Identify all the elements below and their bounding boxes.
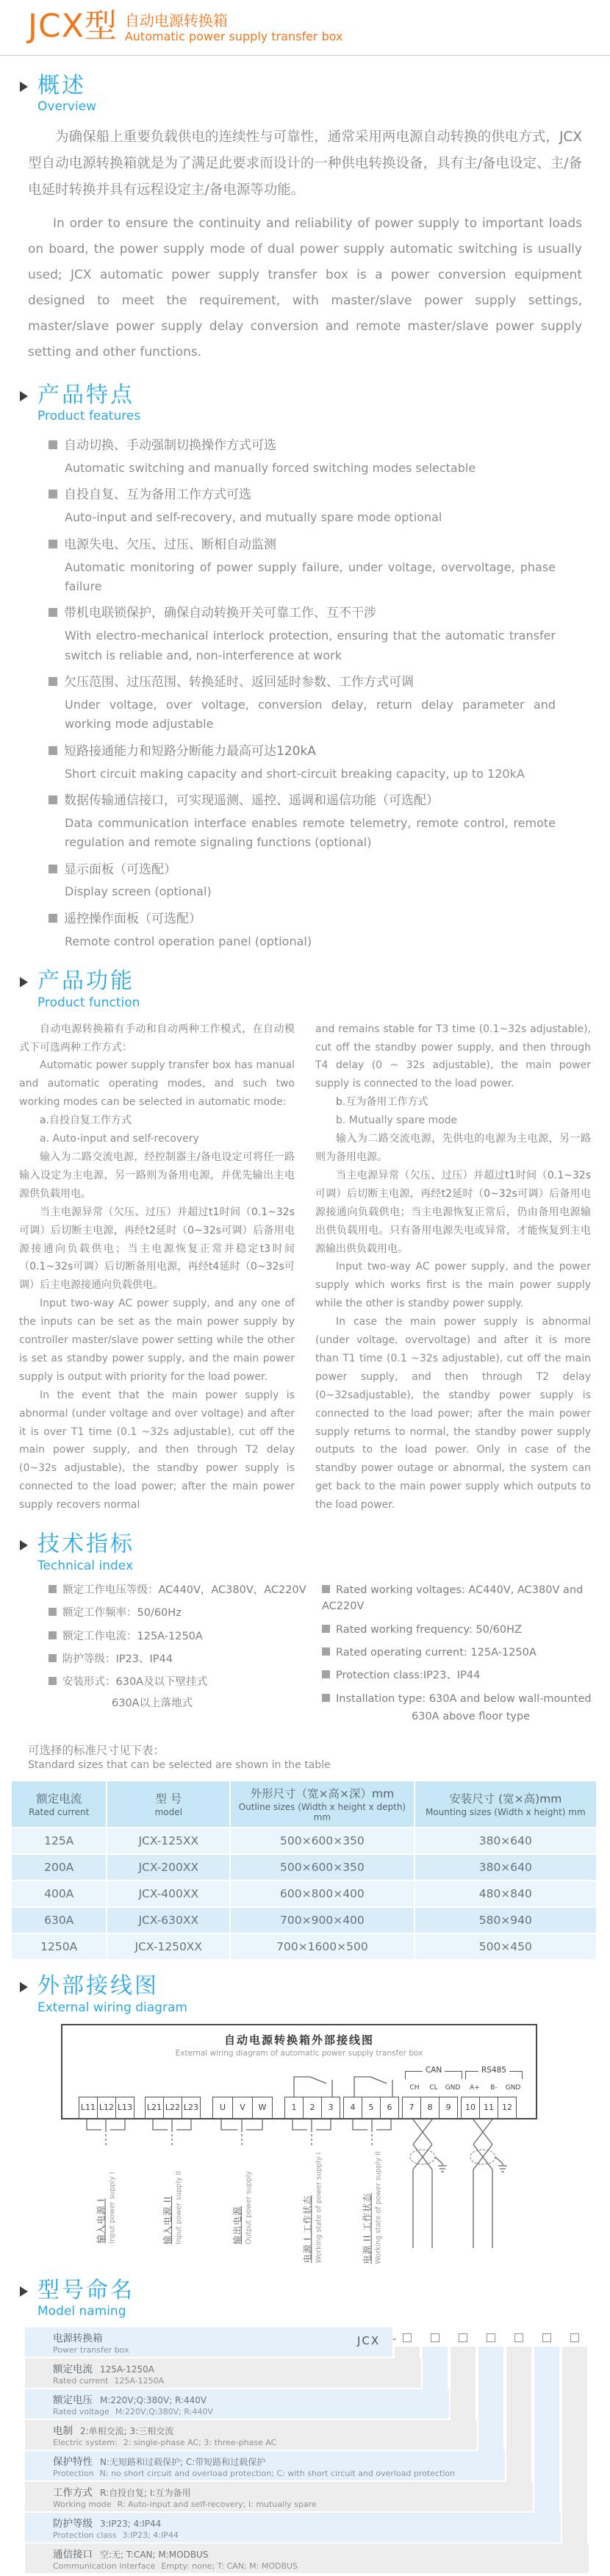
twisted-pair-can: [401, 2119, 449, 2248]
naming-cn-desc: 3:IP23; 4:IP44: [100, 2519, 162, 2530]
square-bullet-icon: [49, 914, 57, 923]
square-bullet-icon: [49, 1631, 57, 1639]
naming-cn-desc: 空:无; T:CAN; M:MODBUS: [100, 2550, 209, 2561]
feature-cn: 数据传输通信接口，可实现遥测、遥控、遥调和遥信功能（可选配）: [64, 793, 439, 808]
wiring-diagram: [61, 2024, 537, 2272]
product-model-title: JCX型: [28, 7, 118, 45]
technical-item: [322, 1667, 609, 1684]
square-bullet-icon: [49, 440, 57, 449]
terminal-11: 11: [479, 2097, 498, 2119]
function-columns: [19, 1020, 591, 1514]
square-bullet-icon: [49, 795, 57, 804]
overview-heading-en: Overview: [37, 99, 97, 115]
naming-row-electric-system: [25, 2420, 477, 2450]
technical-text: Installation type: 630A and below wall-mounted: [336, 1692, 592, 1705]
pin-label-a-plus: A+: [470, 2083, 480, 2092]
technical-item: [49, 1628, 313, 1645]
feature-item: [49, 484, 581, 527]
section-sizes: [0, 1742, 610, 1961]
cell-outline-size: 700×1600×500: [231, 1934, 413, 1959]
table-row: [12, 1828, 596, 1853]
cell-outline-size: 500×600×350: [231, 1828, 413, 1853]
wire-label-cn: 输入电源 II: [162, 2195, 173, 2244]
wiring-diagram-title-cn: 自动电源转换箱外部接线图: [223, 2033, 374, 2047]
section-wiring: [0, 1974, 610, 2272]
section-function: [0, 969, 610, 1514]
naming-en-desc: 3:IP23; 4:IP44: [122, 2530, 179, 2541]
can-bus-label: CAN: [423, 2066, 445, 2075]
function-subitem: a. Auto-input and self-recovery: [40, 1133, 199, 1145]
cell-mounting-size: 580×940: [415, 1908, 596, 1933]
header-en: model: [154, 1807, 182, 1818]
cell-model: JCX-125XX: [107, 1828, 229, 1853]
model-prefix: JCX: [357, 2334, 381, 2348]
technical-item: [49, 1582, 313, 1598]
technical-item: [322, 1622, 609, 1638]
col-header-rated-current: [12, 1781, 106, 1827]
feature-en: Display screen (optional): [65, 884, 212, 899]
features-heading: [20, 383, 610, 424]
naming-strip: [423, 2347, 448, 2389]
technical-text: Rated operating current: 125A-1250A: [336, 1647, 537, 1659]
naming-row-rated-current: [25, 2358, 421, 2388]
wire-label-output: [201, 2144, 282, 2271]
terminal-group-numbered: [284, 2097, 517, 2119]
drop-connector: [282, 2119, 341, 2146]
pin-label-cl: CL: [429, 2083, 438, 2092]
function-heading-cn: 产品功能: [37, 968, 134, 995]
square-bullet-icon: [49, 677, 57, 686]
naming-strip: [478, 2347, 503, 2451]
cell-outline-size: 700×900×400: [231, 1908, 413, 1933]
features-heading-cn: 产品特点: [37, 382, 134, 408]
square-bullet-icon: [49, 540, 57, 548]
pin-label-ch: CH: [409, 2083, 420, 2092]
feature-en: Data communication interface enables remote telemetry, remote control, remote regulation and remote signaling functions (optional): [65, 815, 556, 850]
function-paragraph: Input two-way AC power supply, and the power supply which works first is the main power supply while the other is standby power supply.: [315, 1261, 591, 1310]
naming-en: Working mode: [53, 2500, 112, 2510]
contact-switch-icon: [287, 2068, 338, 2099]
naming-en: Rated voltage: [53, 2407, 110, 2417]
terminal-v: V: [232, 2097, 253, 2119]
overview-paragraph-en: In order to ensure the continuity and reliability of power supply to important loads on board, the power supply mode of dual power supply automatic switching is usually used; JCX automatic power supply transfer box is a power conversion equipment designed to meet the requirement, with master/slave power supply settings, master/slave power supply delay conversion and remote master/slave power supply setting and other functions.: [28, 216, 582, 359]
naming-heading-en: Model naming: [37, 2304, 126, 2319]
naming-cn: 额定电流: [53, 2364, 93, 2376]
function-paragraph: and remains stable for T3 time (0.1~32s adjustable), cut off the standby power supply, and then through T4 delay (0 ~ 32s adjustable), the main power supply is connected to the load power.: [315, 1023, 591, 1090]
naming-en-desc: 125A-1250A: [114, 2376, 165, 2386]
col-header-outline-sizes: [231, 1781, 413, 1827]
header-cn: 型 号: [155, 1792, 182, 1806]
cell-model: JCX-200XX: [107, 1855, 229, 1880]
technical-text-line2: 630A以上落地式: [112, 1697, 193, 1709]
naming-row-working-mode: [25, 2482, 533, 2511]
terminal-l11: L11: [79, 2097, 98, 2119]
model-digit-box: [570, 2333, 579, 2342]
product-title-cn: 自动电源转换箱: [124, 12, 228, 29]
square-bullet-icon: [49, 490, 57, 498]
section-marker-icon: [20, 2286, 28, 2297]
terminal-6: 6: [380, 2097, 399, 2119]
naming-strip: [534, 2347, 559, 2513]
wire-label-cn: 电源 II 工作状态: [362, 2192, 373, 2264]
rs485-bus-bracket: [465, 2065, 523, 2079]
function-heading: [20, 969, 610, 1010]
header-divider: [0, 55, 610, 56]
terminal-l23: L23: [182, 2097, 201, 2119]
square-bullet-icon: [322, 1625, 330, 1633]
function-paragraph: In case the main power supply is abnormal (under voltage, overvoltage) and after it is more than T1 time (0.1 ~32s adjustable), cut off the main power supply, and then through T2 delay (0~32sadjustable), the standby power supply is connected to the load power; after the main power supply returns to normal, the standby power supply outputs to the load power. Only in case of the standby power outage or abnormal, the system can get back to the main power supply which outputs to the load power.: [315, 1316, 591, 1511]
wiring-heading-en: External wiring diagram: [37, 2000, 187, 2015]
terminal-group-input2: [145, 2097, 201, 2119]
technical-text-line2: 630A above floor type: [412, 1711, 531, 1723]
naming-cn: 电制: [53, 2425, 73, 2438]
wire-label-cn: 输入电源 I: [96, 2198, 107, 2244]
function-paragraph: 输入为二路交流电源，先供电的电源为主电源，另一路则为备用电源。: [315, 1133, 591, 1163]
wiring-diagram-frame: [61, 2024, 537, 2119]
function-subitem: b. Mutually spare mode: [336, 1115, 458, 1127]
wire-label-input2: [132, 2144, 212, 2271]
square-bullet-icon: [322, 1585, 330, 1593]
feature-item: [49, 534, 581, 597]
terminal-2: 2: [303, 2097, 322, 2119]
wire-label-cn: 输出电源: [232, 2205, 243, 2244]
cell-rated-current: 400A: [12, 1881, 106, 1906]
cell-mounting-size: 500×450: [415, 1934, 596, 1959]
feature-cn: 电源失电、欠压、过压、断相自动监测: [64, 537, 276, 552]
feature-item: [49, 603, 581, 665]
cell-model: JCX-1250XX: [107, 1934, 229, 1959]
function-paragraph: In the event that the main power supply is abnormal (under voltage and over voltage) and after it is over T1 time (0.1 ~32s adjustable), cut off the main power supply, and then through T2 delay (0~32s adjustable), the standby power supply is connected to the load power; after the main power supply recovers normal: [19, 1389, 295, 1511]
function-heading-en: Product function: [37, 995, 140, 1010]
naming-en-desc: Empty: none; T: CAN; M: MODBUS: [161, 2561, 298, 2572]
page-header: [0, 0, 610, 45]
square-bullet-icon: [49, 1585, 57, 1593]
terminal-4: 4: [343, 2097, 362, 2119]
header-cn: 额定电流: [36, 1792, 82, 1806]
model-naming-diagram: [25, 2328, 600, 2576]
terminal-7: 7: [402, 2097, 421, 2119]
square-bullet-icon: [322, 1647, 330, 1656]
naming-cn: 保护特性: [53, 2456, 93, 2469]
feature-item: [49, 909, 581, 951]
feature-cn: 欠压范围、过压范围、转换延时、返回延时参数、工作方式可调: [64, 674, 414, 690]
overview-heading-cn: 概述: [37, 72, 86, 99]
naming-en: Protection class: [53, 2530, 117, 2541]
drop-connector: [212, 2119, 271, 2146]
ground-lead: [435, 2157, 442, 2166]
naming-cn: 通信接口: [53, 2549, 93, 2561]
naming-en-desc: R: Auto-input and self-recovery; I: mutually spare: [117, 2500, 317, 2510]
feature-item: [49, 741, 581, 784]
section-marker-icon: [20, 977, 28, 987]
product-title-block: [125, 12, 343, 45]
naming-cn: 防护等级: [53, 2518, 93, 2530]
naming-en: Communication interface: [53, 2561, 156, 2572]
function-subitem: b.互为备用工作方式: [336, 1096, 428, 1109]
pin-label-gnd: GND: [505, 2083, 521, 2092]
feature-en: Remote control operation panel (optional): [65, 934, 312, 948]
features-list: [49, 435, 581, 951]
square-bullet-icon: [322, 1694, 330, 1702]
function-column-left: [19, 1020, 295, 1514]
technical-item: [322, 1582, 609, 1615]
feature-en: Automatic switching and manually forced switching modes selectable: [65, 460, 476, 475]
technical-text: 安装形式：630A及以下壁挂式: [62, 1676, 208, 1689]
wire-label-cn: 电源 I 工作状态: [302, 2195, 312, 2264]
cell-rated-current: 1250A: [12, 1934, 106, 1959]
technical-heading-cn: 技术指标: [37, 1531, 134, 1558]
technical-text: 额定工作电流：125A-1250A: [62, 1630, 203, 1642]
feature-cn: 短路接通能力和短路分断能力最高可达120kA: [64, 743, 316, 759]
cell-model: JCX-630XX: [107, 1908, 229, 1933]
terminal-group-output: [212, 2097, 273, 2119]
twisted-pair-rs485: [461, 2119, 509, 2248]
technical-item: [49, 1651, 313, 1667]
technical-heading: [20, 1532, 610, 1573]
naming-strip: [506, 2347, 531, 2482]
technical-text: Rated working voltages: AC440V, AC380V and AC220V: [322, 1584, 584, 1613]
technical-columns: [49, 1582, 610, 1723]
terminal-w: W: [252, 2097, 273, 2119]
wire-label-en: Output power supply: [244, 2171, 253, 2244]
section-overview: [0, 74, 610, 365]
wire-label-en: Working state of power supply I: [315, 2152, 323, 2264]
cell-rated-current: 200A: [12, 1855, 106, 1880]
wire-label-en: Input power supply I: [109, 2172, 117, 2244]
terminal-u: U: [212, 2097, 233, 2119]
naming-cn-desc: N:无短路和过载保护; C:带短路和过载保护: [100, 2457, 266, 2468]
technical-text: 额定工作频率：50/60Hz: [62, 1607, 182, 1620]
model-digit-box: [403, 2333, 412, 2342]
square-bullet-icon: [49, 746, 57, 755]
header-en: Rated current: [29, 1807, 90, 1818]
terminal-9: 9: [439, 2097, 458, 2119]
cell-mounting-size: 380×640: [415, 1828, 596, 1853]
naming-cn-desc: 2:单相交流; 3:三相交流: [80, 2426, 174, 2437]
header-cn: 安装尺寸 (宽×高)mm: [449, 1792, 562, 1806]
model-digit-box: [431, 2333, 439, 2342]
section-marker-icon: [20, 1982, 28, 1992]
cell-rated-current: 630A: [12, 1908, 106, 1933]
terminal-l22: L22: [163, 2097, 182, 2119]
naming-en: Protection: [53, 2469, 94, 2479]
technical-item: [49, 1605, 313, 1621]
naming-cn-desc: R:自投自复; I:互为备用: [100, 2488, 191, 2499]
terminal-l13: L13: [115, 2097, 134, 2119]
terminal-10: 10: [461, 2097, 480, 2119]
technical-column-right: [322, 1582, 609, 1723]
header-en: Outline sizes (Width x height x depth) mm: [238, 1802, 406, 1823]
overview-paragraph-cn: 为确保船上重要负载供电的连续性与可靠性，通常采用两电源自动转换的供电方式，JCX型自动电源转换箱就是为了满足此要求而设计的一种供电转换设备，具有主/备电设定、主/备电延时转换并具有远程设定主/备电源等功能。: [28, 129, 582, 198]
model-digit-box: [514, 2333, 523, 2342]
sizes-intro-cn: 可选择的标准尺寸见下表：: [28, 1744, 165, 1758]
function-subitem: a.自投自复工作方式: [40, 1115, 132, 1127]
ground-icon: [498, 2166, 507, 2172]
product-title-en: Automatic power supply transfer box: [124, 29, 343, 43]
header-cn: 外形尺寸（宽×高×深）mm: [250, 1787, 395, 1801]
naming-row-rated-voltage: [25, 2389, 449, 2419]
section-features: [0, 383, 610, 952]
terminal-5: 5: [362, 2097, 381, 2119]
feature-item: [49, 790, 581, 853]
terminal-l12: L12: [97, 2097, 116, 2119]
function-column-right: [315, 1020, 591, 1514]
rs485-bus-label: RS485: [478, 2066, 509, 2075]
sizes-intro-en: Standard sizes that can be selected are shown in the table: [28, 1759, 331, 1772]
wire-label-en: Working state of power supply II: [375, 2151, 384, 2264]
section-marker-icon: [20, 391, 28, 401]
terminal-8: 8: [420, 2097, 439, 2119]
table-row: [12, 1934, 596, 1959]
technical-text: Protection class:IP23、IP44: [336, 1670, 481, 1682]
naming-cn: 额定电压: [53, 2394, 93, 2407]
wiring-diagram-title-en: External wiring diagram of automatic power supply transfer box: [175, 2048, 423, 2058]
square-bullet-icon: [49, 865, 57, 873]
pin-label-b-minus: B-: [490, 2083, 498, 2092]
feature-cn: 自投自复、互为备用工作方式可选: [64, 487, 251, 503]
naming-strip: [562, 2347, 587, 2544]
naming-heading: [20, 2278, 610, 2319]
naming-en-desc: 2: single-phase AC; 3: three-phase AC: [123, 2438, 277, 2448]
feature-cn: 自动切换、手动强制切换操作方式可选: [64, 438, 276, 454]
naming-en: Power transfer box: [53, 2345, 129, 2355]
contact-switch-icon: [347, 2068, 398, 2099]
table-row: [12, 1881, 596, 1906]
drop-connector: [342, 2119, 401, 2146]
model-dash: -: [392, 2333, 397, 2346]
wiring-heading-cn: 外部接线图: [37, 1973, 159, 2000]
ground-icon: [438, 2166, 447, 2172]
naming-cn: 电源转换箱: [53, 2333, 103, 2345]
section-marker-icon: [20, 82, 28, 92]
cell-outline-size: 600×800×400: [231, 1881, 413, 1906]
square-bullet-icon: [49, 1654, 57, 1662]
cell-mounting-size: 380×640: [415, 1855, 596, 1880]
cell-rated-current: 125A: [12, 1828, 106, 1853]
square-bullet-icon: [49, 1677, 57, 1685]
naming-row-communication-interface: [25, 2544, 589, 2573]
technical-item: [322, 1645, 609, 1661]
section-naming: [0, 2278, 610, 2576]
features-heading-en: Product features: [37, 409, 141, 424]
technical-heading-en: Technical index: [37, 1558, 133, 1573]
wire-label-en: Input power supply II: [174, 2170, 183, 2244]
technical-column-left: [49, 1582, 313, 1723]
drop-connector: [143, 2119, 201, 2146]
feature-cn: 遥控操作面板（可选配）: [64, 911, 201, 926]
wiring-heading: [20, 1974, 610, 2015]
feature-en: Automatic monitoring of power supply failure, under voltage, overvoltage, phase failure: [65, 559, 556, 593]
feature-cn: 显示面板（可选配）: [64, 862, 176, 877]
feature-en: Short circuit making capacity and short-circuit breaking capacity, up to 120kA: [65, 766, 525, 781]
technical-item: [49, 1674, 313, 1690]
function-paragraph: Automatic power supply transfer box has manual and automatic operating modes, and such two working modes can be selected in automatic mode:: [19, 1059, 295, 1109]
sizes-table-header-row: [12, 1781, 596, 1827]
naming-en: Electric system:: [53, 2438, 118, 2448]
naming-en-desc: M:220V;Q:380V; R:440V: [115, 2407, 213, 2417]
naming-en: Rated current: [53, 2376, 109, 2386]
technical-text: 防护等级：IP23、IP44: [62, 1653, 173, 1666]
technical-item: [322, 1691, 609, 1707]
square-bullet-icon: [49, 608, 57, 617]
section-marker-icon: [20, 1540, 28, 1550]
model-digit-box: [459, 2333, 467, 2342]
col-header-mounting-sizes: [415, 1781, 596, 1827]
feature-item: [49, 672, 581, 734]
can-bus-bracket: [405, 2065, 462, 2079]
section-technical: [0, 1532, 610, 1722]
feature-item: [49, 435, 581, 478]
function-paragraph: 自动电源转换箱有手动和自动两种工作模式，在自动模式下可选两种工作方式：: [19, 1023, 295, 1053]
naming-en-desc: N: no short circuit and overload protection; C: with short circuit and overload protection: [99, 2469, 456, 2479]
header-en: Mounting sizes (Width x height) mm: [425, 1807, 586, 1818]
naming-cn-desc: M:220V;Q:380V; R:440V: [100, 2395, 207, 2406]
feature-en: Under voltage, over voltage, conversion delay, return delay parameter and working mode adjustable: [65, 697, 556, 731]
model-digit-box: [542, 2333, 551, 2342]
table-row: [12, 1855, 596, 1880]
sizes-table: [10, 1780, 598, 1961]
col-header-model: [107, 1781, 229, 1827]
naming-strip: [395, 2347, 420, 2358]
feature-item: [49, 859, 581, 902]
square-bullet-icon: [49, 1608, 57, 1616]
naming-row-power-transfer-box: [25, 2328, 392, 2357]
model-digit-box: [487, 2333, 495, 2342]
naming-row-protection-class: [25, 2513, 561, 2542]
technical-text: 额定工作电压等级：AC440V，AC380V，AC220V: [62, 1584, 306, 1596]
overview-heading: [20, 74, 610, 115]
cell-mounting-size: 480×840: [415, 1881, 596, 1906]
drop-connector: [76, 2119, 135, 2146]
cell-model: JCX-400XX: [107, 1881, 229, 1906]
naming-cn: 工作方式: [53, 2487, 93, 2500]
terminal-group-input1: [79, 2097, 134, 2119]
terminal-l21: L21: [145, 2097, 164, 2119]
cell-outline-size: 500×600×350: [231, 1855, 413, 1880]
naming-heading-cn: 型号命名: [37, 2277, 134, 2303]
feature-cn: 带机电联锁保护，确保自动转换开关可靠工作、互不干涉: [64, 606, 376, 621]
naming-cn-desc: 125A-1250A: [100, 2364, 154, 2375]
table-row: [12, 1908, 596, 1933]
ground-lead: [495, 2157, 503, 2166]
function-paragraph: 输入为二路交流电源，经控制器主/备电设定可将任一路输入设定为主电源，另一路则为备用电源，并优先输出主电源供负载用电。: [19, 1151, 295, 1200]
technical-text: Rated working frequency: 50/60HZ: [336, 1623, 522, 1636]
naming-row-protection: [25, 2451, 505, 2480]
naming-strip: [451, 2347, 476, 2420]
terminal-1: 1: [284, 2097, 304, 2119]
terminal-12: 12: [498, 2097, 517, 2119]
function-paragraph: Input two-way AC power supply, and any one of the inputs can be set as the main power supply by controller master/slave power setting while the other is set as standby power supply, and the main power supply is output with priority for the load power.: [19, 1298, 295, 1383]
terminal-3: 3: [321, 2097, 340, 2119]
function-paragraph: 当主电源异常（欠压、过压）并超过t1时间（0.1~32s可调）后切断主电源，再经t2延时（0~32s可调）后备用电源接通向负载供电；当主电源恢复正常后，仍由备用电源输出供负载用电。只有备用电源失电或异常，才能恢复到主电源输出供负载用电。: [315, 1169, 591, 1255]
square-bullet-icon: [322, 1670, 330, 1678]
pin-label-gnd: GND: [445, 2083, 461, 2092]
feature-en: Auto-input and self-recovery, and mutually spare mode optional: [65, 510, 442, 525]
feature-en: With electro-mechanical interlock protection, ensuring that the automatic transfer switch is reliable and, non-interference at work: [65, 629, 556, 662]
function-paragraph: 当主电源异常（欠压、过压）并超过t1时间（0.1~32s可调）后切断主电源，再经t2延时（0~32s可调）后备用电源接通向负载供电；当主电源恢复正常并稳定t3时间（0.1~32s可调）后切断备用电源，再经t4延时（0~32s可调）后主电源接通向负载供电。: [19, 1206, 295, 1292]
